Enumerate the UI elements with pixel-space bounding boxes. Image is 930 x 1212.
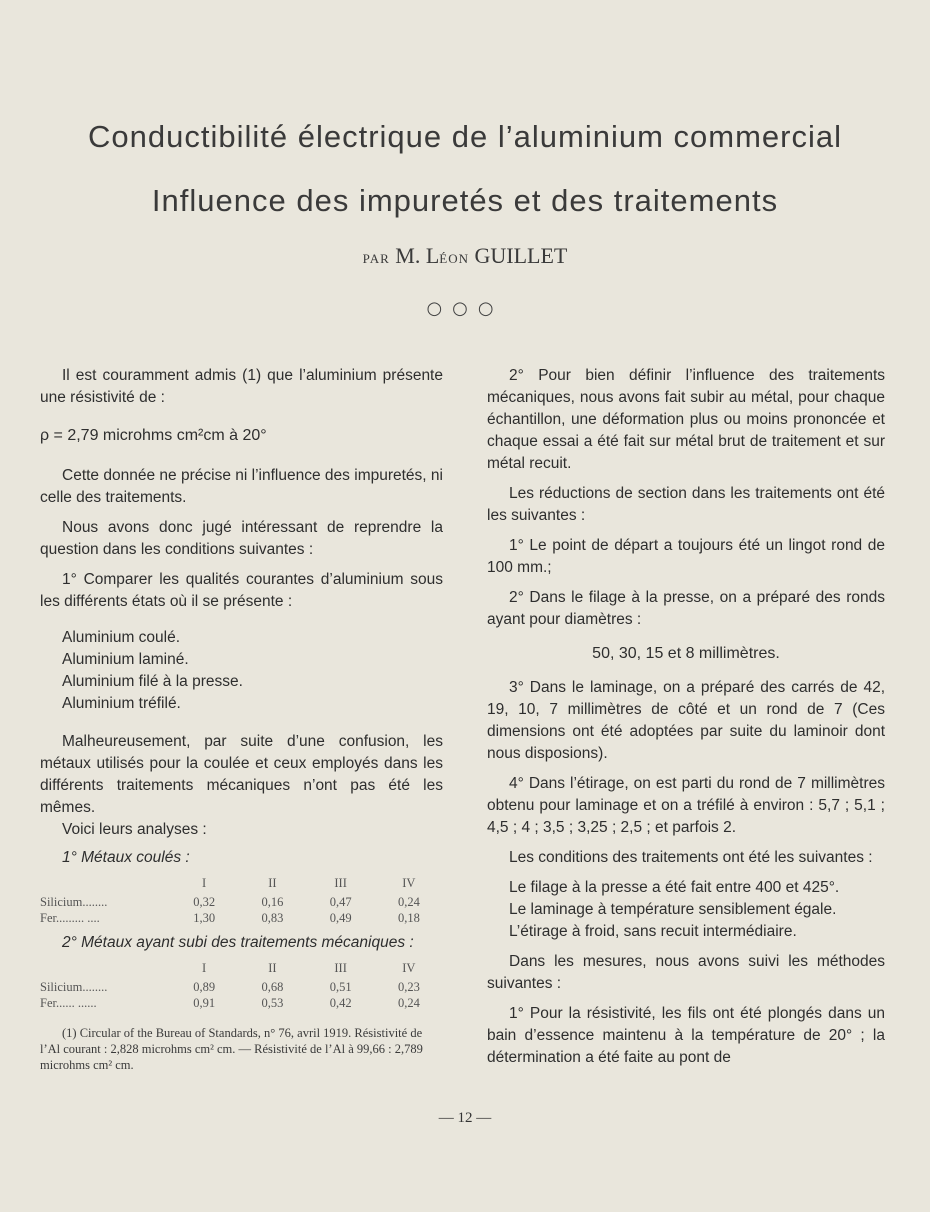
ornament: ○○○ [426,298,504,319]
column-header: I [202,961,207,975]
table-row [40,995,443,1011]
list-item: Aluminium coulé. [62,629,181,646]
row-label: Fer......... .... [40,911,100,925]
title-line-1: Conductibilité électrique de l’aluminium commercial [88,119,842,154]
table-row [40,910,443,926]
paragraph: 4° Dans l’étirage, on est parti du rond de 7 millimètres obtenu pour laminage et on a tréfilé à environ : 5,7 ; 5,1 ; 4,5 ; 4 ; 3,5 ; 3,25 ; 2,5 ; et parfois 2. [487,775,885,836]
list-item: Aluminium tréfilé. [62,695,181,712]
paragraph: 2° Pour bien définir l’influence des traitements mécaniques, nous avons fait subir au métal, pour chaque échantillon, une déformation plus ou moins prononcée et chaque essai a été fait sur métal brut de traitement et sur métal recuit. [487,367,885,472]
paragraph: 1° Le point de départ a toujours été un lingot rond de 100 mm.; [487,537,885,576]
column-header: IV [402,876,416,890]
analysis-table-2 [40,960,443,1011]
paragraph: Les conditions des traitements ont été les suivantes : [509,849,873,866]
column-header: II [268,876,277,890]
column-header: II [268,961,277,975]
table-cell: 0,91 [193,996,216,1010]
footnote: (1) Circular of the Bureau of Standards, n° 76, avril 1919. Résistivité de l’Al courant : 2,828 microhms cm² cm. — Résistivité de l’Al à 99,66 : 2,789 microhms cm² cm. [40,1026,423,1072]
metal-list [62,627,443,715]
list-item: Aluminium laminé. [62,651,189,668]
paragraph: Dans les mesures, nous avons suivi les méthodes suivantes : [487,953,885,992]
analysis-table-1 [40,875,443,926]
byline [0,243,930,269]
diameters-line: 50, 30, 15 et 8 millimètres. [592,645,780,662]
column-header: I [202,876,207,890]
table-row [40,894,443,910]
paragraph: 2° Dans le filage à la presse, on a préparé des ronds ayant pour diamètres : [487,589,885,628]
table-cell: 1,30 [193,911,216,925]
table-cell: 0,53 [261,996,284,1010]
byline-par: PAR [362,251,390,266]
row-label: Silicium........ [40,895,108,909]
table-cell: 0,16 [261,895,284,909]
formula: ρ = 2,79 microhms cm²cm à 20° [40,427,267,444]
byline-name-prefix: M. L [395,243,440,268]
byline-surname: GUILLET [474,243,568,268]
paragraph: Voici leurs analyses : [62,821,207,838]
table-cell: 0,24 [397,895,420,909]
paragraph: Nous avons donc jugé intéressant de reprendre la question dans les conditions suivantes : [40,519,443,558]
paragraph: 3° Dans le laminage, on a préparé des carrés de 42, 19, 10, 7 millimètres de côté et un rond de 7 (Ces dimensions ont été adoptées par suite du laminoir dont nous disposions). [487,679,885,762]
table-cell: 0,23 [397,980,420,994]
paragraph: Le laminage à température sensiblement égale. [509,901,837,918]
row-label: Silicium........ [40,980,108,994]
paragraph: Malheureusement, par suite d’une confusion, les métaux utilisés pour la coulée et ceux employés dans les différents traitements mécaniques n’ont pas été les mêmes. [40,733,443,816]
paragraph: 1° Pour la résistivité, les fils ont été plongés dans un bain d’essence maintenu à la température de 20° ; la détermination a été faite au pont de [487,1005,885,1066]
table-cell: 0,83 [261,911,284,925]
column-header: IV [402,961,416,975]
table-cell: 0,49 [329,911,352,925]
subheading: 1° Métaux coulés : [62,849,190,866]
table-cell: 0,32 [193,895,216,909]
paragraph: Cette donnée ne précise ni l’influence des impuretés, ni celle des traitements. [40,467,443,506]
paragraph: Les réductions de section dans les traitements ont été les suivantes : [487,485,885,524]
table-cell: 0,89 [193,980,216,994]
column-header: III [334,961,347,975]
right-column [487,365,885,1069]
paragraph: 1° Comparer les qualités courantes d’aluminium sous les différents états où il se présente : [40,571,443,610]
row-label: Fer...... ...... [40,996,97,1010]
paragraph: Le filage à la presse a été fait entre 400 et 425°. [509,879,840,896]
byline-name-small: ÉON [439,251,469,266]
table-cell: 0,51 [329,980,352,994]
table-cell: 0,47 [329,895,352,909]
paragraph: Il est couramment admis (1) que l’aluminium présente une résistivité de : [40,367,443,406]
table-cell: 0,24 [397,996,420,1010]
list-item: Aluminium filé à la presse. [62,673,243,690]
subheading: 2° Métaux ayant subi des traitements mécaniques : [62,934,414,951]
page-number: — 12 — [438,1110,492,1126]
title-line-2: Influence des impuretés et des traitements [151,183,779,218]
table-cell: 0,42 [329,996,352,1010]
table-cell: 0,68 [261,980,284,994]
table-row [40,979,443,995]
paragraph: L’étirage à froid, sans recuit intermédiaire. [509,923,797,940]
column-header: III [334,876,347,890]
left-column [40,365,443,1073]
table-cell: 0,18 [397,911,420,925]
